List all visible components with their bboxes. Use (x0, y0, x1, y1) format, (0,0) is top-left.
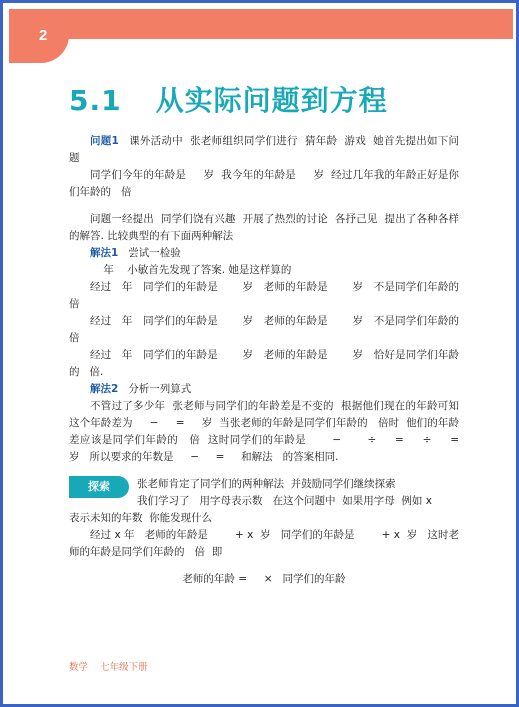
method1-line-3: 经过 年 同学们的年龄是 岁 老师的年龄是 岁 不是同学们年龄的 倍 (69, 315, 470, 344)
method2-paragraph: 不管过了多少年 张老师与同学们的年龄差是不变的 根据他们现在的年龄可知 这个年龄差为 − = 岁 当张老师的年龄是同学们年龄的 倍时 他们的年龄差应该是同学们年龄的 倍 这时同学们的年龄是 − ÷ = ÷ = 岁 所以要求的年数是 − = 和解法 的答案相同. (69, 400, 476, 463)
section-number: 5.1 (69, 84, 122, 117)
explore-line-2: 我们学习了 用字母表示数 在这个问题中 如果用字母 例如 x (137, 495, 432, 507)
main-content (69, 133, 476, 588)
header-band (9, 9, 513, 39)
method1-line-2: 经过 年 同学们的年龄是 岁 老师的年龄是 岁 不是同学们年龄的 倍 (69, 281, 470, 310)
intro-paragraph: 问题一经提出 同学们饶有兴趣 开展了热烈的讨论 各抒己见 提出了各种各样的解答. 比较典型的有下面两种解法 (69, 213, 459, 242)
explore-line-3: 表示未知的年数 你能发现什么 (69, 512, 213, 524)
method2-heading (69, 381, 459, 398)
page-number: 2 (39, 27, 48, 44)
problem-paragraph (69, 133, 459, 167)
footer: 数学 七年级下册 (69, 662, 148, 673)
section-title-text: 从实际问题到方程 (155, 84, 388, 117)
equation: 老师的年龄 = × 同学们的年龄 (182, 573, 346, 585)
explore-line-4: 经过 x 年 老师的年龄是 + x 岁 同学们的年龄是 + x 岁 这时老师的年龄是同学们年龄的 倍 即 (69, 529, 459, 558)
method1-title: 尝试一检验 (128, 247, 181, 259)
method2-title: 分析一列算式 (128, 383, 192, 395)
method1-label: 解法1 (90, 247, 119, 259)
problem-paragraph-2: 同学们今年的年龄是 岁 我今年的年龄是 岁 经过几年我的年龄正好是你们年龄的 倍 (69, 169, 459, 198)
method1-line-4: 经过 年 同学们的年龄是 岁 老师的年龄是 岁 恰好是同学们年龄的 倍. (69, 349, 459, 378)
method1-line-1: 年 小敏首先发现了答案. 她是这样算的 (90, 264, 292, 276)
explore-badge: 探索 (69, 476, 129, 498)
problem-text-1: 课外活动中 张老师组织同学们进行 猜年龄 游戏 她首先提出如下问题 (69, 135, 460, 164)
problem-label: 问题1 (90, 135, 119, 147)
explore-line-1: 张老师肯定了同学们的两种解法 并鼓励同学们继续探索 (137, 478, 396, 490)
method1-heading (69, 245, 459, 262)
explore-section (69, 476, 459, 510)
method2-label: 解法2 (90, 383, 119, 395)
section-title (69, 79, 388, 119)
